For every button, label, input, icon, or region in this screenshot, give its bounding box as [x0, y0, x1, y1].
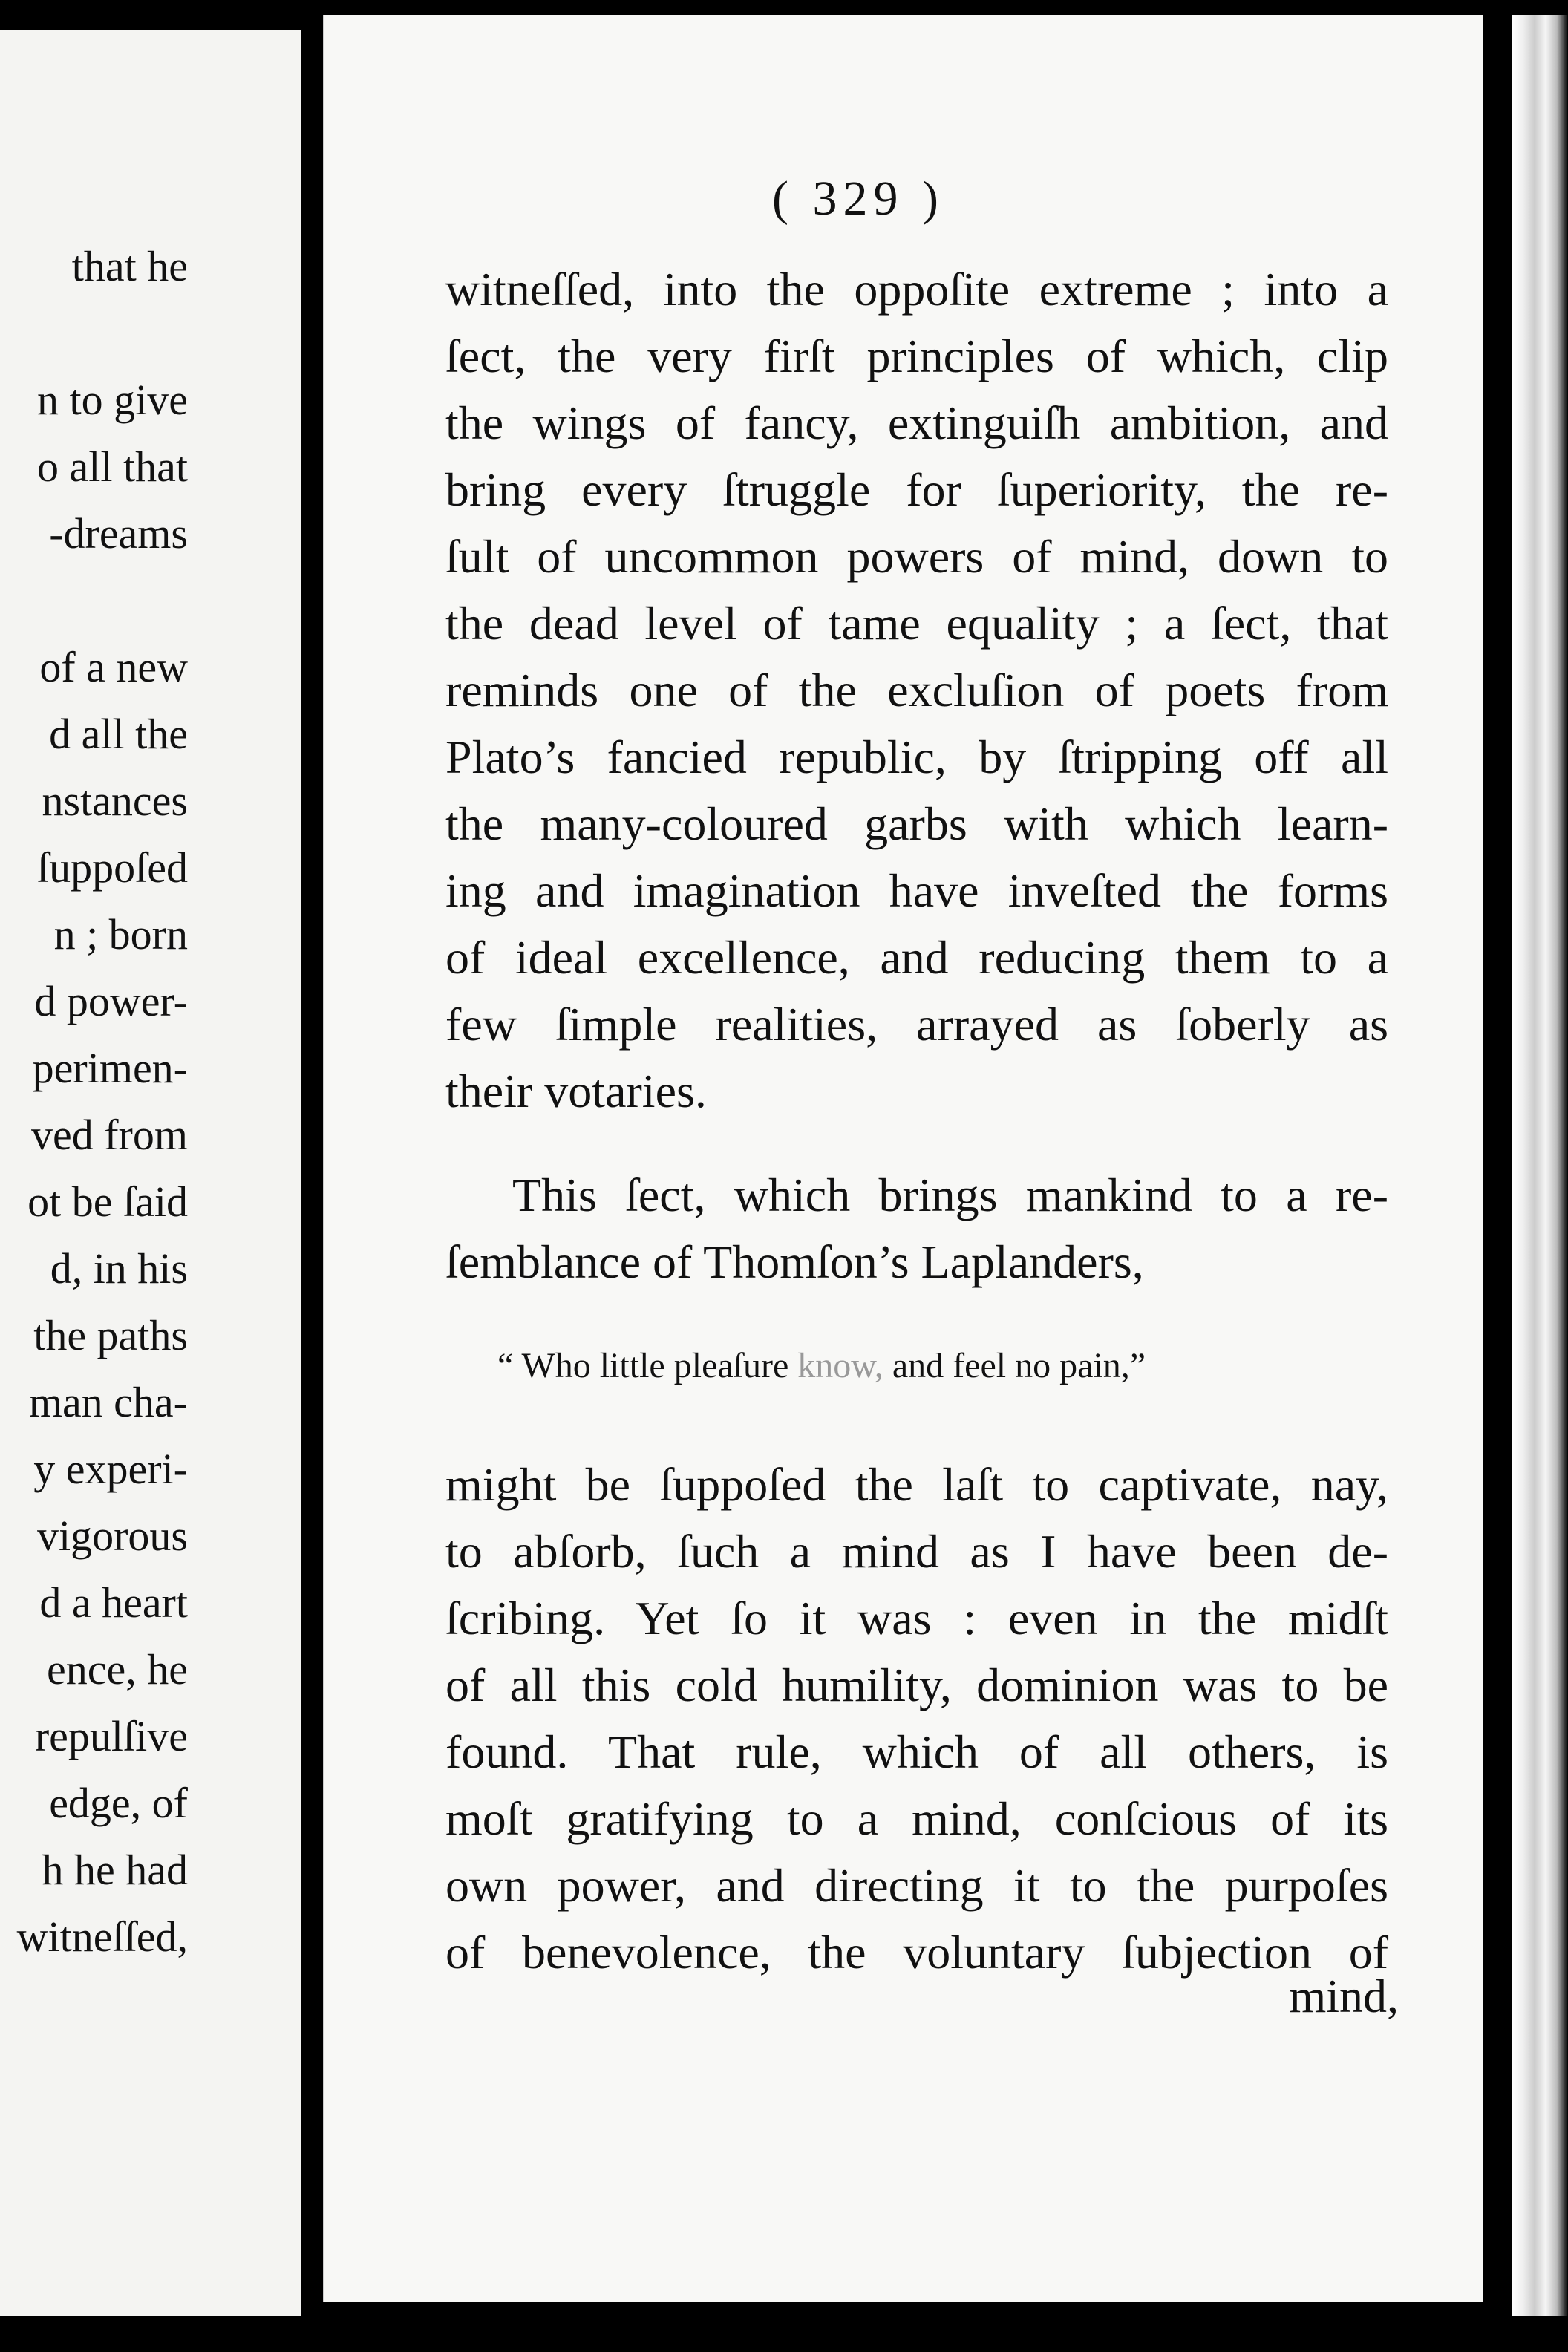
left-line: h he had	[42, 1846, 188, 1894]
text-line: to abſorb, ſuch a mind as I have been de-	[445, 1525, 1388, 1578]
left-line: of a new	[39, 643, 188, 691]
left-page	[0, 30, 301, 2316]
left-line: n ; born	[53, 910, 188, 958]
text-line: ſult of uncommon powers of mind, down to	[445, 530, 1388, 583]
left-line: man cha-	[28, 1378, 188, 1426]
text-line: the wings of fancy, extinguiſh ambition, and	[445, 396, 1388, 449]
quote-text: “ Who little pleaſure	[497, 1346, 798, 1385]
left-line: vigorous	[37, 1512, 188, 1560]
text-line: ſemblance of Thomſon’s Laplanders,	[445, 1235, 1144, 1288]
text-line: ſect, the very firſt principles of which, clip	[445, 330, 1388, 382]
left-line: d all the	[49, 710, 188, 758]
quote-text: and feel no pain,”	[892, 1346, 1146, 1385]
verse-quotation	[497, 1345, 1146, 1386]
left-line: perimen-	[32, 1044, 188, 1092]
text-line: of benevolence, the voluntary ſubjection of	[445, 1926, 1388, 1979]
text-line: reminds one of the excluſion of poets from	[445, 664, 1388, 716]
left-line: d, in his	[50, 1244, 188, 1293]
text-line: ſcribing. Yet ſo it was : even in the midſt	[445, 1592, 1388, 1644]
text-line: of all this cold humility, dominion was to be	[445, 1659, 1388, 1711]
text-line: own power, and directing it to the purpoſes	[445, 1859, 1388, 1912]
text-line: This ſect, which brings mankind to a re-	[512, 1169, 1388, 1221]
paragraph-2	[445, 1162, 1388, 1296]
text-line: few ſimple realities, arrayed as ſoberly as	[445, 998, 1388, 1051]
text-line: found. That rule, which of all others, is	[445, 1725, 1388, 1778]
text-line: witneſſed, into the oppoſite extreme ; into a	[445, 263, 1388, 316]
left-line: o all that	[37, 442, 188, 491]
left-line: d a heart	[39, 1578, 188, 1627]
text-line: bring every ſtruggle for ſuperiority, the re-	[445, 463, 1388, 516]
text-line: their votaries.	[445, 1065, 707, 1117]
page-edge	[1512, 15, 1568, 2316]
left-line: ſuppoſed	[37, 843, 188, 892]
left-line: repulſive	[34, 1712, 188, 1760]
left-line: ence, he	[47, 1645, 188, 1693]
text-line: Plato’s fancied republic, by ſtripping off all	[445, 731, 1388, 783]
paragraph-3	[445, 1451, 1388, 1986]
page-number: ( 329 )	[772, 172, 944, 226]
left-line: nstances	[42, 777, 188, 825]
left-line: that he	[71, 242, 188, 290]
quote-text-faded: know,	[797, 1346, 892, 1385]
catchword: mind,	[1289, 1970, 1399, 2022]
text-line: of ideal excellence, and reducing them to a	[445, 931, 1388, 984]
text-line: the many-coloured garbs with which learn-	[445, 797, 1388, 850]
left-line: d power-	[34, 977, 188, 1025]
left-line: edge, of	[49, 1779, 188, 1827]
left-line: y experi-	[33, 1445, 188, 1493]
text-line: moſt gratifying to a mind, conſcious of its	[445, 1792, 1388, 1845]
left-line: ved from	[31, 1111, 188, 1159]
left-line: -dreams	[49, 509, 188, 558]
left-line: the paths	[33, 1311, 188, 1359]
paragraph-1	[445, 256, 1388, 1125]
left-line: n to give	[37, 376, 188, 424]
text-line: the dead level of tame equality ; a ſect, that	[445, 597, 1388, 650]
left-line: ot be ſaid	[27, 1177, 188, 1226]
left-line: witneſſed,	[16, 1912, 188, 1961]
text-line: ing and imagination have inveſted the forms	[445, 864, 1388, 917]
text-line: might be ſuppoſed the laſt to captivate, nay,	[445, 1458, 1388, 1511]
